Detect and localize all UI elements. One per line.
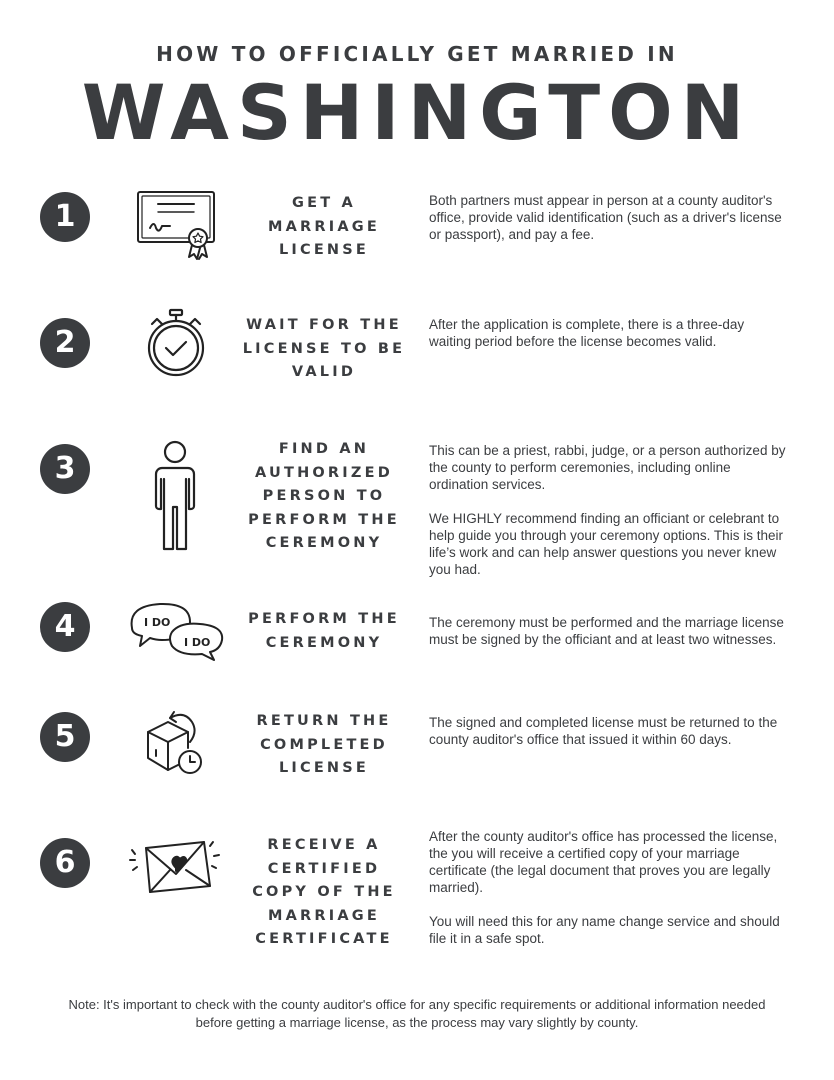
- step-description-2: [429, 316, 789, 350]
- step-6-paragraph-1: After the county auditor's office has processed the license, the you will receive a certified copy of your marriage certificate (the legal document that proves you are legally married).: [429, 829, 778, 895]
- step-6-paragraph-2: You will need this for any name change service and should file it in a safe spot.: [429, 914, 780, 946]
- step-heading-2: WAIT FOR THE LICENSE TO BE VALID: [242, 317, 406, 380]
- step-number-1: 1: [40, 192, 90, 242]
- bubble-text-2: I DO: [184, 636, 211, 649]
- step-heading-5: RETURN THE COMPLETED LICENSE: [256, 713, 392, 776]
- step-number-6: 6: [40, 838, 90, 888]
- step-heading-4: PERFORM THE CEREMONY: [248, 611, 400, 651]
- step-heading-3: FIND AN AUTHORIZED PERSON TO PERFORM THE CEREMONY: [248, 441, 400, 551]
- speech-bubbles-icon: [126, 598, 222, 662]
- step-1-paragraph-1: Both partners must appear in person at a county auditor's office, provide valid identification (such as a driver's license or passport), and pay a fee.: [429, 193, 782, 242]
- step-number-3: 3: [40, 444, 90, 494]
- step-number-5: 5: [40, 712, 90, 762]
- step-3-paragraph-1: This can be a priest, rabbi, judge, or a person authorized by the county to perform ceremonies, including online ordination services.: [429, 443, 786, 492]
- step-description-6: [429, 828, 789, 947]
- stopwatch-icon: [140, 308, 236, 380]
- page-title: WASHINGTON: [81, 68, 753, 157]
- step-3-paragraph-2: We HIGHLY recommend finding an officiant or celebrant to help guide you through your ceremony options. This is their life’s work and can help answer questions you never knew you had.: [429, 511, 783, 577]
- step-number-2: 2: [40, 318, 90, 368]
- step-description-3: [429, 442, 789, 578]
- step-4-paragraph-1: The ceremony must be performed and the marriage license must be signed by the officiant and at least two witnesses.: [429, 615, 784, 647]
- page-subtitle: HOW TO OFFICIALLY GET MARRIED IN: [156, 42, 678, 66]
- step-description-5: [429, 714, 789, 748]
- bubble-text-1: I DO: [144, 616, 171, 629]
- certificate-icon: [128, 190, 224, 262]
- step-5-paragraph-1: The signed and completed license must be returned to the county auditor's office that issued it within 60 days.: [429, 715, 778, 747]
- step-heading-6: RECEIVE A CERTIFIED COPY OF THE MARRIAGE CERTIFICATE: [252, 837, 396, 947]
- envelope-heart-icon: [128, 838, 224, 894]
- step-description-4: [429, 614, 789, 648]
- step-2-paragraph-1: After the application is complete, there is a three-day waiting period before the license becomes valid.: [429, 317, 745, 349]
- footer-note: Note: It's important to check with the county auditor's office for any specific requirements or additional information needed before getting a marriage license, as the process may vary slightly by county.: [68, 997, 766, 1030]
- package-return-icon: [140, 710, 236, 780]
- person-icon: [150, 440, 246, 552]
- step-description-1: [429, 192, 789, 243]
- step-number-4: 4: [40, 602, 90, 652]
- step-heading-1: GET A MARRIAGE LICENSE: [267, 195, 380, 258]
